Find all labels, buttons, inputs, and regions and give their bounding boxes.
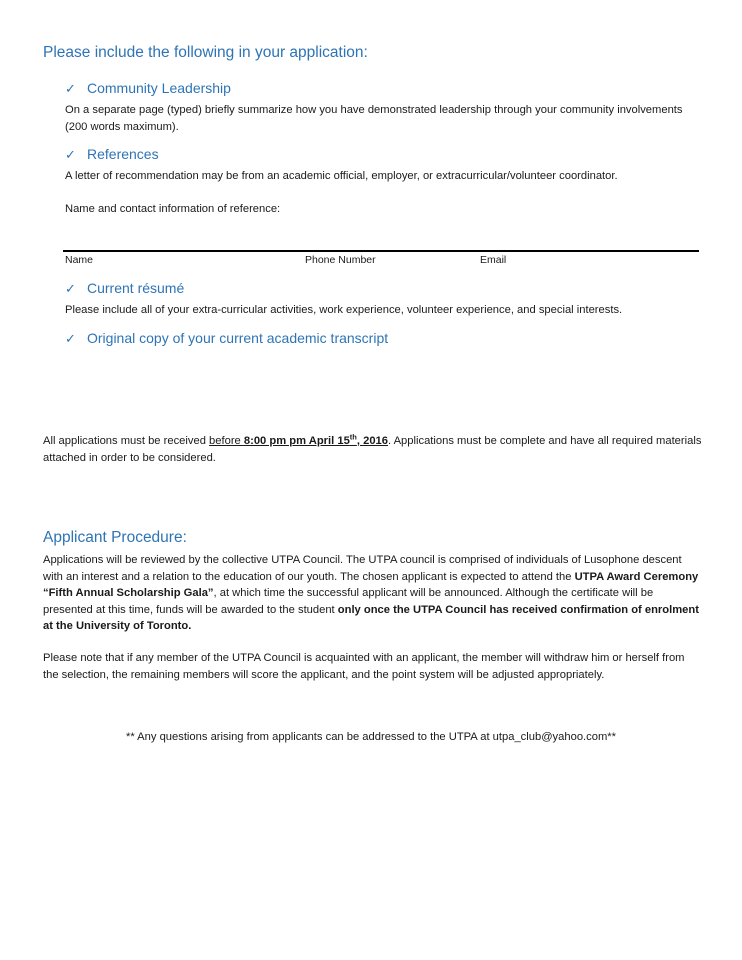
applicant-procedure-heading: Applicant Procedure: xyxy=(43,529,187,546)
resume-title: Current résumé xyxy=(87,280,185,296)
references-desc: A letter of recommendation may be from an academic official, employer, or extracurricular/volunteer coordinator. xyxy=(65,170,618,182)
deadline-rest: . Applications must be complete and have all required materials attached in order to be considered. xyxy=(43,435,702,464)
reference-column-name: Name xyxy=(65,254,94,266)
contact-footer: ** Any questions arising from applicants can be addressed to the UTPA at utpa_club@yahoo.com** xyxy=(125,731,616,743)
deadline-before: before xyxy=(209,435,244,447)
procedure-text-a: Applications will be reviewed by the collective UTPA Council. The UTPA council is comprised of individuals of Lusophone descent with an interest and a relation to the education of our youth. The chosen applicant is expected to attend the xyxy=(43,554,682,583)
deadline-sup: th xyxy=(349,432,357,442)
deadline-intro: All applications must be received xyxy=(43,435,210,447)
transcript-title: Original copy of your current academic transcript xyxy=(87,330,389,346)
checkmark-icon: ✓ xyxy=(65,147,76,162)
checkmark-icon: ✓ xyxy=(65,331,76,346)
reference-column-phone: Phone Number xyxy=(305,254,376,266)
community-leadership-desc: On a separate page (typed) briefly summarize how you have demonstrated leadership through your community involvements (200 words maximum). xyxy=(65,104,683,133)
procedure-paragraph-2: Please note that if any member of the UTPA Council is acquainted with an applicant, the member will withdraw him or herself from the selection, the remaining members will score the applicant, and the point system will be adjusted appropriately. xyxy=(43,652,685,681)
reference-signature-line xyxy=(63,250,699,252)
reference-contact-label: Name and contact information of reference: xyxy=(65,203,281,215)
deadline-time: 8:00 pm pm April 15 xyxy=(243,435,350,447)
requirements-heading: Please include the following in your application: xyxy=(43,44,368,61)
deadline-date xyxy=(209,432,388,447)
procedure-text-c: , at which time the successful applicant will be announced. Although the certificate will be presented at this time, funds will be awarded to the student xyxy=(43,587,654,616)
checkmark-icon: ✓ xyxy=(65,81,76,96)
reference-column-email: Email xyxy=(480,254,507,266)
checkmark-icon: ✓ xyxy=(65,281,76,296)
procedure-paragraph-1 xyxy=(43,552,703,635)
deadline-paragraph xyxy=(43,433,703,466)
resume-desc: Please include all of your extra-curricular activities, work experience, volunteer experience, and special interests. xyxy=(65,304,623,316)
enrolment-condition: only once the UTPA Council has received confirmation of enrolment at the University of Toronto. xyxy=(43,603,699,632)
references-title: References xyxy=(87,146,159,162)
gala-name: UTPA Award Ceremony “Fifth Annual Scholarship Gala” xyxy=(43,570,699,599)
community-leadership-title: Community Leadership xyxy=(87,80,231,96)
deadline-year: , 2016 xyxy=(356,435,388,447)
